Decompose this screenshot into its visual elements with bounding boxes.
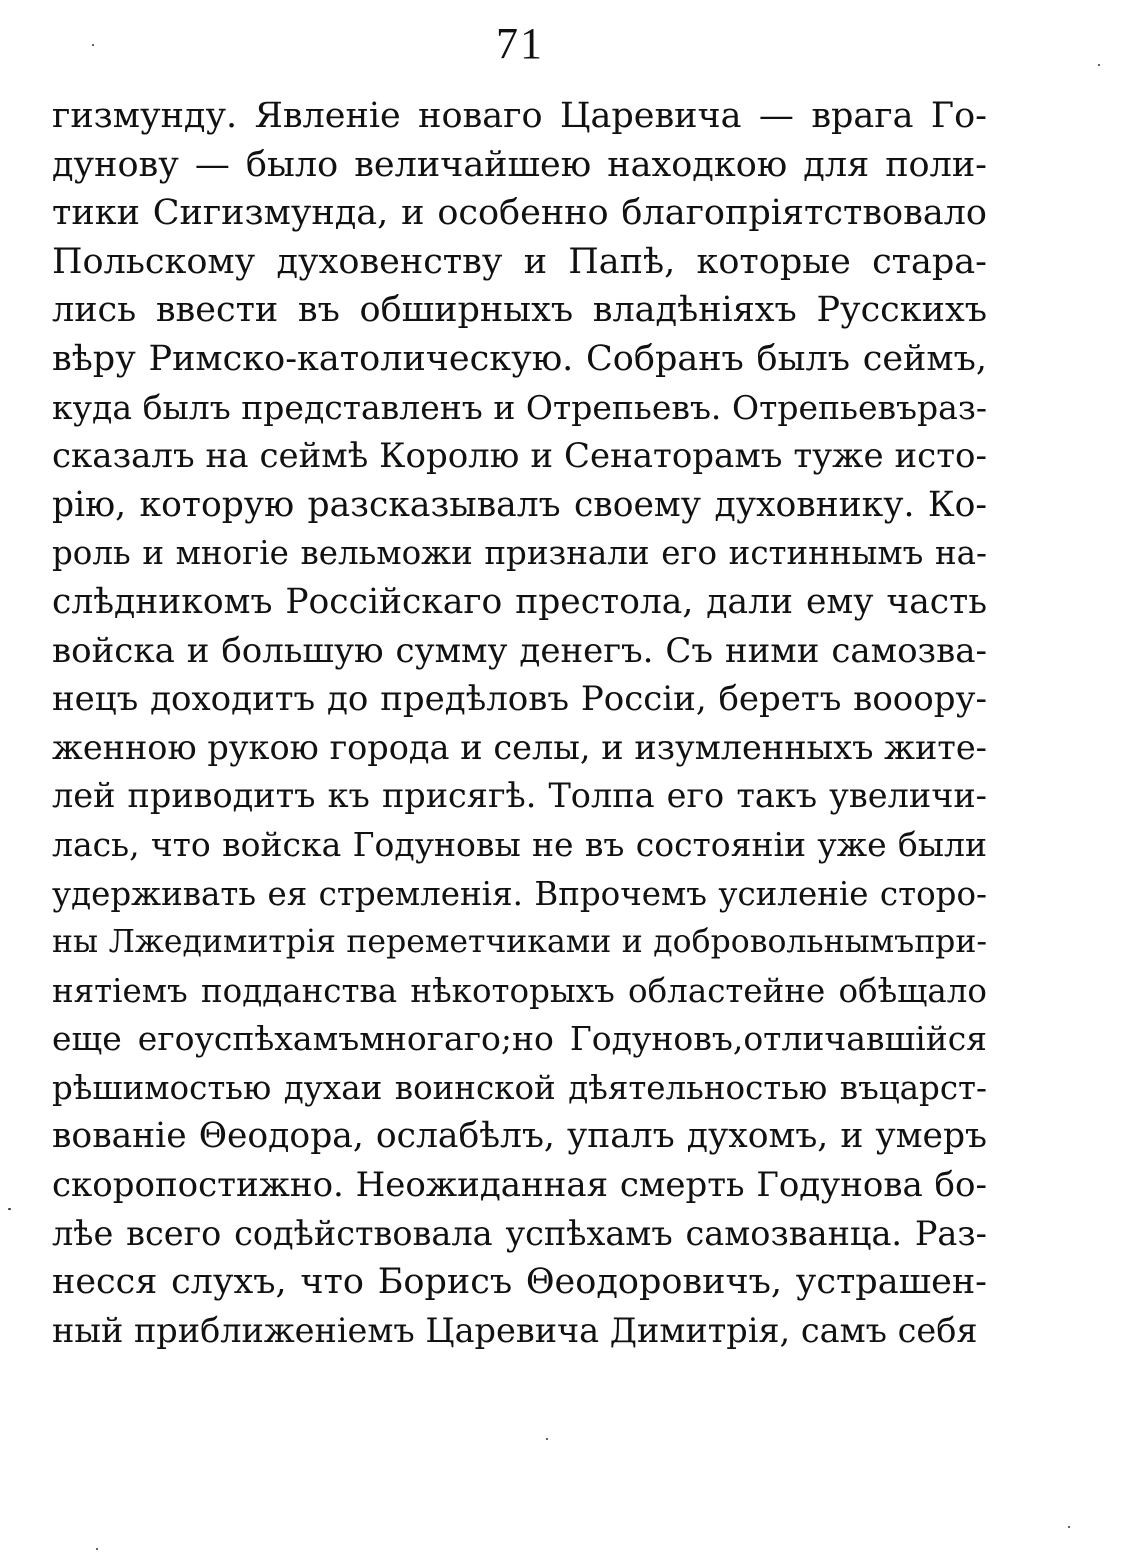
text-line: удерживать ея стремленія. Впрочемъ усиленіе сторо-: [52, 874, 987, 913]
scan-speck: [546, 1438, 548, 1440]
text-line: рѣшимостью духаи воинской дѣятельностью въцарст-: [52, 1068, 987, 1107]
text-line: слѣдникомъ Россійскаго престола, дали ему часть: [52, 581, 987, 622]
text-line: вованіе Θеодора, ослабѣлъ, упалъ духомъ, и умеръ: [52, 1116, 987, 1157]
text-line: войска и большую сумму денегъ. Съ ними самозва-: [52, 630, 987, 671]
scan-speck: [8, 1208, 11, 1210]
text-line: лѣе всего содѣйствовала успѣхамъ самозванца. Раз-: [52, 1213, 987, 1253]
text-line: несся слухъ, что Борисъ Θеодоровичъ, устрашен-: [52, 1262, 987, 1303]
text-line: Польскому духовенству и Папѣ, которые стара-: [52, 241, 987, 282]
scan-speck: [92, 44, 94, 46]
text-line: нятіемъ подданства нѣкоторыхъ областейне обѣщало: [52, 971, 987, 1010]
scan-speck: [1068, 1526, 1070, 1528]
text-line: роль и многіе вельможи признали его истиннымъ на-: [52, 534, 987, 573]
text-line: тики Сигизмунда, и особенно благопріятствовало: [52, 193, 987, 234]
text-line: куда былъ представленъ и Отрепьевъ. Отрепьевъраз-: [52, 387, 987, 427]
text-line: скоропостижно. Неожиданная смерть Годунова бо-: [52, 1165, 987, 1206]
text-line: лей приводитъ къ присягѣ. Толпа его такъ увеличи-: [52, 776, 987, 816]
text-line: вѣру Римско-католическую. Собранъ былъ сеймъ,: [52, 338, 987, 379]
body-text: [52, 92, 987, 1355]
text-line: дунову — было величайшею находкою для поли-: [52, 144, 987, 185]
text-line: еще егоуспѣхамъмногаго;но Годуновъ,отличавшійся: [52, 1019, 987, 1059]
text-line: рію, которую разсказывалъ своему духовнику. Ко-: [52, 484, 987, 525]
text-line: лась, что войска Годуновы не въ состояніи уже были: [52, 824, 987, 864]
page-number: 71: [496, 19, 544, 68]
text-line: ны Лжедимитрія переметчиками и добровольнымъпри-: [52, 924, 987, 961]
text-line: гизмунду. Явленіе новаго Царевича — врага Го-: [52, 96, 987, 136]
text-line: сказалъ на сеймѣ Королю и Сенаторамъ туже исто-: [52, 436, 987, 477]
text-line: женною рукою города и селы, и изумленныхъ жите-: [52, 727, 987, 767]
text-line: нецъ доходитъ до предѣловъ Россіи, беретъ вооору-: [52, 679, 987, 720]
text-line: лись ввести въ обширныхъ владѣніяхъ Русскихъ: [52, 290, 987, 331]
scan-speck: [1098, 64, 1100, 66]
text-line: ный приближеніемъ Царевича Димитрія, самъ себя: [52, 1310, 978, 1350]
scan-speck: [96, 1548, 98, 1550]
